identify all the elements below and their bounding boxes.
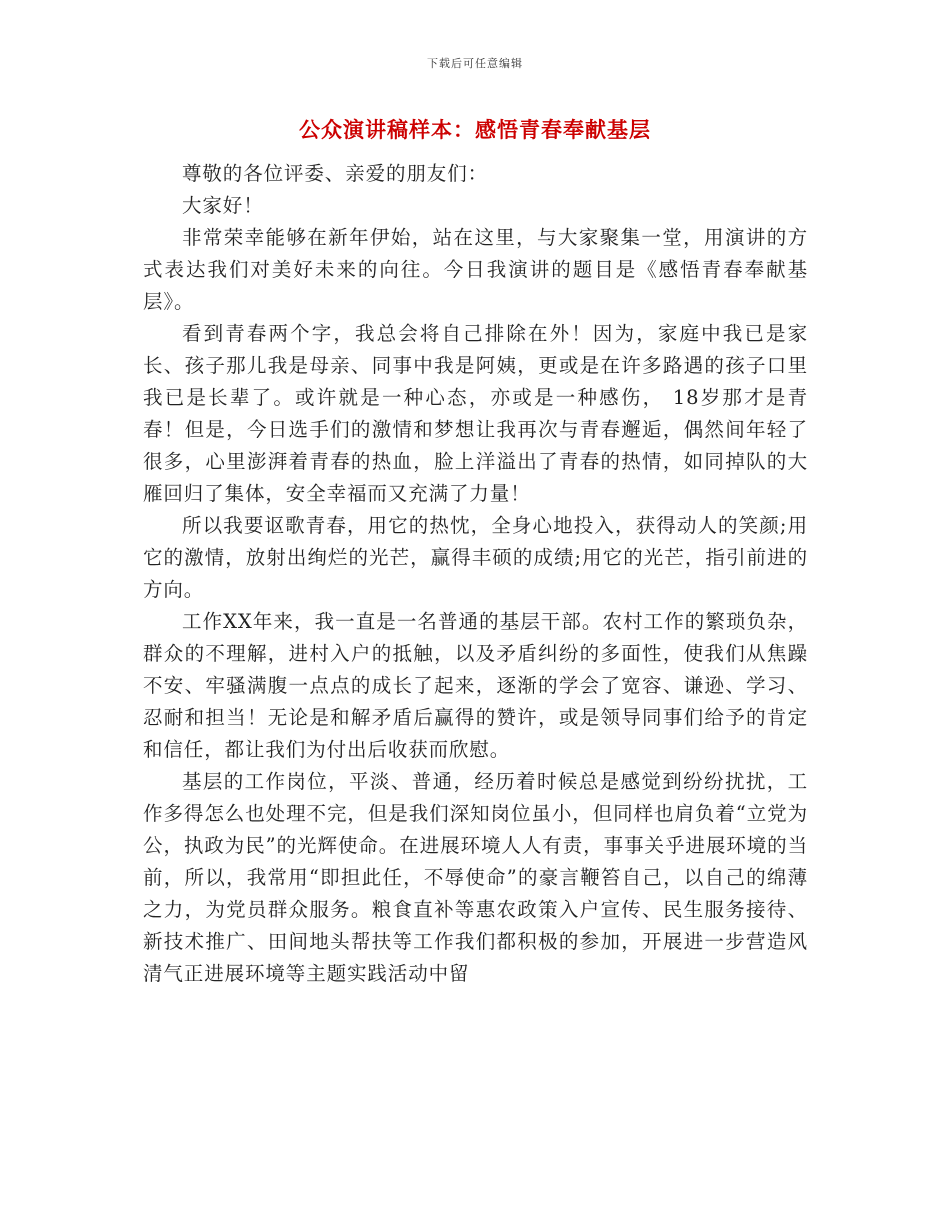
document-body	[143, 158, 808, 990]
paragraph: 工作XX年来，我一直是一名普通的基层干部。农村工作的繁琐负杂，群众的不理解，进村入户的抵触，以及矛盾纠纷的多面性，使我们从焦躁不安、牢骚满腹一点点的成长了起来，逐渐的学会了宽容、谦逊、学习、忍耐和担当！无论是和解矛盾后赢得的赞许，或是领导同事们给予的肯定和信任，都让我们为付出后收获而欣慰。	[143, 610, 808, 761]
paragraph: 非常荣幸能够在新年伊始，站在这里，与大家聚集一堂，用演讲的方式表达我们对美好未来的向往。今日我演讲的题目是《感悟青春奉献基层》。	[143, 226, 808, 313]
paragraph: 基层的工作岗位，平淡、普通，经历着时候总是感觉到纷纷扰扰，工作多得怎么也处理不完，但是我们深知岗位虽小，但同样也肩负着“立党为公，执政为民”的光辉使命。在进展环境人人有责，事事关乎进展环境的当前，所以，我常用“即担此任，不辱使命”的豪言鞭笞自己，以自己的绵薄之力，为党员群众服务。粮食直补等惠农政策入户宣传、民生服务接待、新技术推广、田间地头帮扶等工作我们都积极的参加，开展进一步营造风清气正进展环境等主题实践活动中留	[143, 770, 808, 985]
paragraph: 所以我要讴歌青春，用它的热忱，全身心地投入，获得动人的笑颜;用它的激情，放射出绚烂的光芒，赢得丰硕的成绩;用它的光芒，指引前进的方向。	[143, 514, 808, 601]
document-title: 公众演讲稿样本：感悟青春奉献基层	[299, 117, 651, 142]
paragraph-greeting: 大家好！	[182, 194, 264, 217]
paragraph: 看到青春两个字，我总会将自己排除在外！因为，家庭中我已是家长、孩子那儿我是母亲、同事中我是阿姨，更或是在许多路遇的孩子口里我已是长辈了。或许就是一种心态，亦或是一种感伤， 18岁那才是青春！但是，今日选手们的激情和梦想让我再次与青春邂逅，偶然间年轻了很多，心里澎湃着青春的热血，脸上洋溢出了青春的热情，如同掉队的大雁回归了集体，安全幸福而又充满了力量！	[143, 322, 808, 505]
paragraph-salutation: 尊敬的各位评委、亲爱的朋友们：	[182, 162, 489, 185]
header-note: 下载后可任意编辑	[427, 57, 523, 70]
